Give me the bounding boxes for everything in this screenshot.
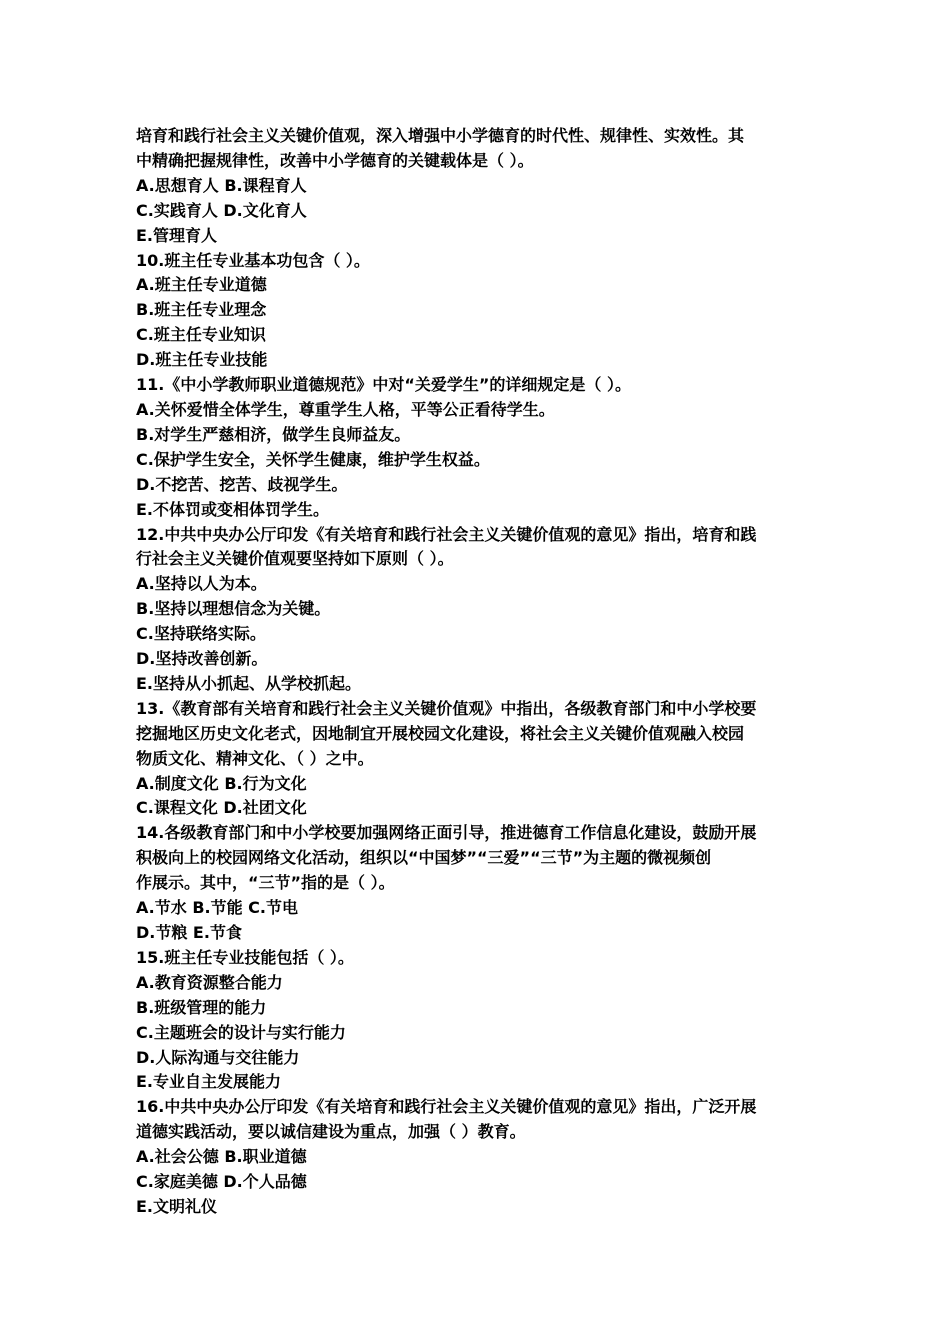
text-line: 积极向上的校园网络文化活动，组织以“中国梦”“三爱”“三节”为主题的微视频创 bbox=[136, 848, 712, 868]
text-line: 行社会主义关键价值观要坚持如下原则（ ）。 bbox=[136, 549, 454, 569]
text-line: C.课程文化 D.社团文化 bbox=[136, 798, 307, 818]
text-line: A.社会公德 B.职业道德 bbox=[136, 1147, 307, 1167]
text-line: B.班主任专业理念 bbox=[136, 300, 267, 320]
text-line: A.节水 B.节能 C.节电 bbox=[136, 898, 298, 918]
text-line: 培育和践行社会主义关键价值观，深入增强中小学德育的时代性、规律性、实效性。其 bbox=[136, 126, 745, 145]
text-line: D.班主任专业技能 bbox=[136, 350, 268, 370]
text-line: E.管理育人 bbox=[136, 225, 218, 245]
text-line: B.对学生严慈相济，做学生良师益友。 bbox=[136, 424, 411, 444]
text-line: 作展示。其中，“三节”指的是（ ）。 bbox=[136, 873, 395, 893]
text-line: 15.班主任专业技能包括（ ）。 bbox=[136, 947, 354, 967]
text-line: D.人际沟通与交往能力 bbox=[136, 1047, 300, 1067]
text-line: A.教育资源整合能力 bbox=[136, 972, 283, 992]
text-line: 12.中共中央办公厅印发《有关培育和践行社会主义关键价值观的意见》指出，培育和践 bbox=[136, 524, 757, 544]
text-line: 物质文化、精神文化、（ ）之中。 bbox=[136, 748, 374, 768]
document-page bbox=[136, 124, 816, 1220]
text-line: E.不体罚或变相体罚学生。 bbox=[136, 499, 330, 519]
text-line: B.班级管理的能力 bbox=[136, 997, 267, 1017]
text-line: 中精确把握规律性，改善中小学德育的关键载体是（ ）。 bbox=[136, 150, 534, 170]
text-line: B.坚持以理想信念为关键。 bbox=[136, 599, 331, 619]
text-line: D.不挖苦、挖苦、歧视学生。 bbox=[136, 474, 348, 494]
text-line: A.班主任专业道德 bbox=[136, 275, 267, 295]
text-line: 10.班主任专业基本功包含（ ）。 bbox=[136, 250, 370, 270]
text-line: A.制度文化 B.行为文化 bbox=[136, 773, 307, 793]
text-line: C.坚持联络实际。 bbox=[136, 624, 266, 644]
text-line: D.节粮 E.节食 bbox=[136, 923, 242, 942]
text-line: A.关怀爱惜全体学生，尊重学生人格，平等公正看待学生。 bbox=[136, 399, 555, 419]
text-line: D.坚持改善创新。 bbox=[136, 649, 268, 669]
text-line: 11.《中小学教师职业道德规范》中对“关爱学生”的详细规定是（ ）。 bbox=[136, 375, 631, 395]
text-line: A.坚持以人为本。 bbox=[136, 574, 267, 594]
text-line: C.实践育人 D.文化育人 bbox=[136, 200, 307, 220]
text-line: 道德实践活动，要以诚信建设为重点，加强（ ）教育。 bbox=[136, 1122, 526, 1142]
text-line: E.坚持从小抓起、从学校抓起。 bbox=[136, 673, 362, 693]
text-line: C.主题班会的设计与实行能力 bbox=[136, 1022, 346, 1042]
text-line: 14.各级教育部门和中小学校要加强网络正面引导，推进德育工作信息化建设，鼓励开展 bbox=[136, 823, 757, 843]
text-line: 13.《教育部有关培育和践行社会主义关键价值观》中指出，各级教育部门和中小学校要 bbox=[136, 698, 757, 718]
text-line: E.文明礼仪 bbox=[136, 1196, 218, 1216]
text-line: A.思想育人 B.课程育人 bbox=[136, 175, 307, 195]
text-line: E.专业自主发展能力 bbox=[136, 1072, 282, 1092]
text-line: C.保护学生安全，关怀学生健康，维护学生权益。 bbox=[136, 449, 490, 469]
text-line: 挖掘地区历史文化老式，因地制宜开展校园文化建设，将社会主义关键价值观融入校园 bbox=[136, 723, 745, 743]
text-line: 16.中共中央办公厅印发《有关培育和践行社会主义关键价值观的意见》指出，广泛开展 bbox=[136, 1097, 757, 1117]
text-line: C.家庭美德 D.个人品德 bbox=[136, 1172, 307, 1192]
text-line: C.班主任专业知识 bbox=[136, 325, 266, 345]
